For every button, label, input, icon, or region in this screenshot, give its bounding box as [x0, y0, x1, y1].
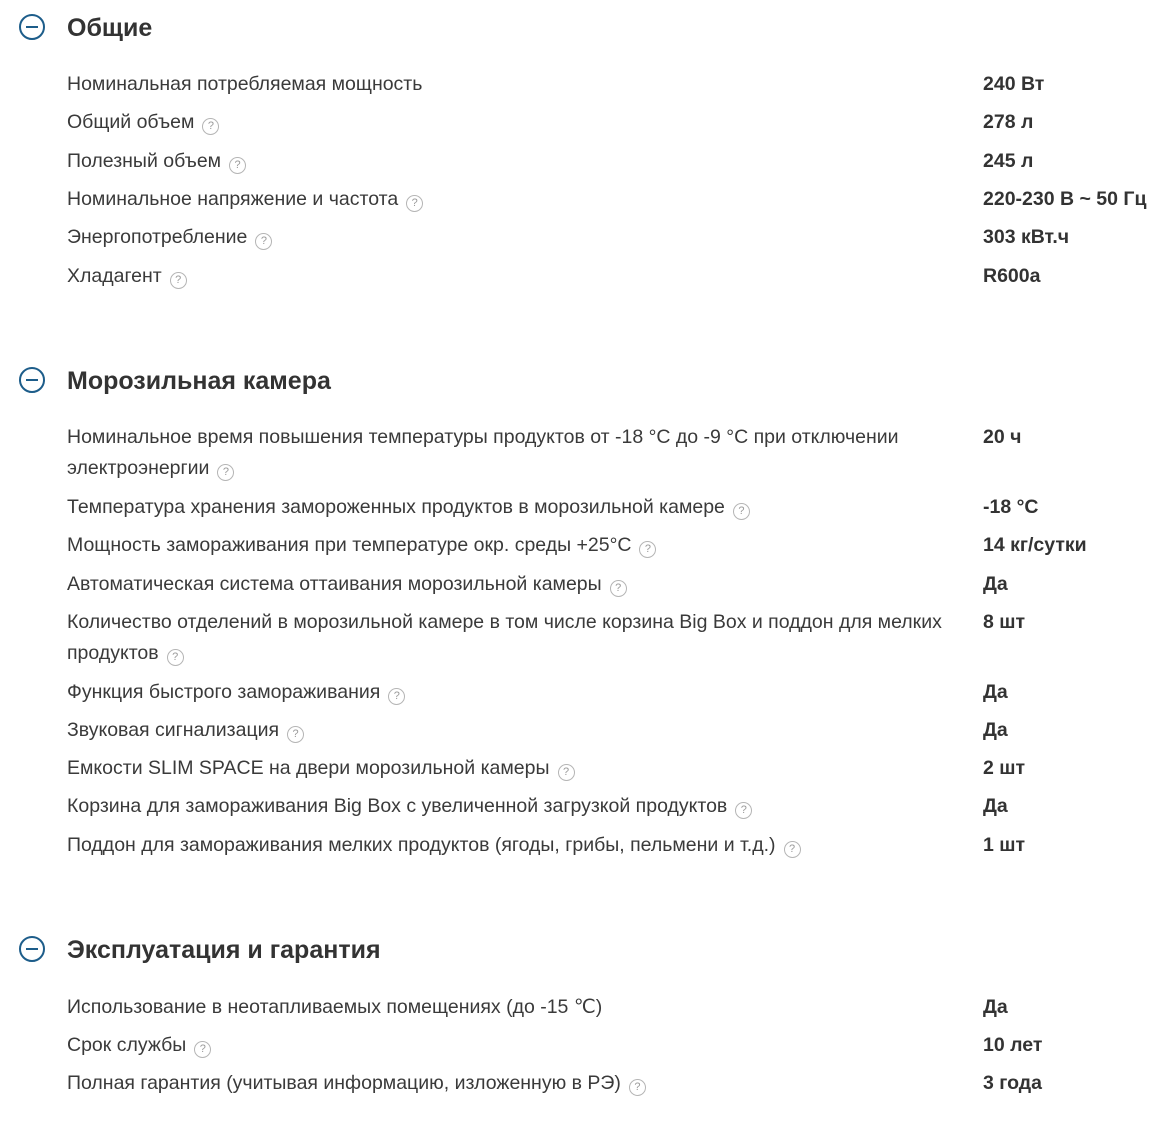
- spec-value: Да: [983, 996, 1008, 1018]
- spec-label-text: Корзина для замораживания Big Box с увеличенной загрузкой продуктов: [67, 795, 728, 817]
- spec-label: [67, 753, 957, 784]
- section-header[interactable]: [0, 3, 600, 43]
- spec-value: 20 ч: [983, 426, 1022, 448]
- help-icon[interactable]: ?: [733, 503, 750, 520]
- section-title: Эксплуатация и гарантия: [67, 936, 381, 964]
- help-icon[interactable]: ?: [629, 1079, 646, 1096]
- section-header[interactable]: [0, 356, 600, 396]
- spec-label-text: Температура хранения замороженных продуктов в морозильной камере: [67, 496, 725, 518]
- spec-value: 8 шт: [983, 611, 1026, 633]
- spec-label-text: Количество отделений в морозильной камере в том числе корзина Big Box и поддон для мелких продуктов: [67, 611, 942, 664]
- help-icon[interactable]: ?: [202, 118, 219, 135]
- spec-label-text: Звуковая сигнализация: [67, 719, 280, 741]
- spec-label: [67, 992, 957, 1023]
- spec-value: 303 кВт.ч: [983, 226, 1070, 248]
- help-icon[interactable]: ?: [558, 764, 575, 781]
- spec-label: [67, 715, 957, 746]
- spec-label-text: Номинальная потребляемая мощность: [67, 73, 423, 95]
- spec-value: Да: [983, 719, 1008, 741]
- spec-label: [67, 146, 957, 177]
- spec-label-text: Срок службы: [67, 1034, 187, 1056]
- collapse-icon[interactable]: [19, 367, 45, 393]
- spec-value: Да: [983, 573, 1008, 595]
- spec-label-text: Использование в неотапливаемых помещениях (до -15 ℃): [67, 996, 603, 1018]
- spec-label: [67, 569, 957, 600]
- spec-label: [67, 530, 957, 561]
- help-icon[interactable]: ?: [406, 195, 423, 212]
- spec-value: 220-230 В ~ 50 Гц: [983, 188, 1147, 210]
- spec-label: [67, 261, 957, 292]
- help-icon[interactable]: ?: [170, 272, 187, 289]
- spec-value: 1 шт: [983, 834, 1026, 856]
- spec-label: [67, 422, 957, 484]
- help-icon[interactable]: ?: [610, 580, 627, 597]
- spec-label-text: Общий объем: [67, 111, 195, 133]
- section-title: Общие: [67, 14, 153, 42]
- spec-label: [67, 222, 957, 253]
- spec-label-text: Номинальное напряжение и частота: [67, 188, 399, 210]
- spec-value: 3 года: [983, 1072, 1043, 1094]
- spec-label: [67, 1030, 957, 1061]
- spec-value: -18 °C: [983, 496, 1039, 518]
- collapse-icon[interactable]: [19, 14, 45, 40]
- spec-label: [67, 791, 957, 822]
- help-icon[interactable]: ?: [255, 233, 272, 250]
- collapse-icon[interactable]: [19, 936, 45, 962]
- spec-label-text: Хладагент: [67, 265, 162, 287]
- spec-label-text: Номинальное время повышения температуры продуктов от -18 °C до -9 °C при отключении электроэнергии: [67, 426, 899, 479]
- section-header[interactable]: [0, 925, 600, 965]
- spec-label: [67, 69, 957, 100]
- spec-label-text: Полная гарантия (учитывая информацию, изложенную в РЭ): [67, 1072, 621, 1094]
- spec-value: 14 кг/сутки: [983, 534, 1087, 556]
- spec-label: [67, 1068, 957, 1099]
- spec-label-text: Автоматическая система оттаивания морозильной камеры: [67, 573, 602, 595]
- help-icon[interactable]: ?: [735, 802, 752, 819]
- spec-label-text: Полезный объем: [67, 150, 222, 172]
- help-icon[interactable]: ?: [388, 688, 405, 705]
- spec-label: [67, 830, 957, 861]
- section-title: Морозильная камера: [67, 367, 331, 395]
- spec-label: [67, 107, 957, 138]
- spec-value: Да: [983, 795, 1008, 817]
- spec-value: 2 шт: [983, 757, 1026, 779]
- spec-label: [67, 607, 957, 669]
- spec-label-text: Энергопотребление: [67, 226, 248, 248]
- spec-label: [67, 492, 957, 523]
- spec-value: 10 лет: [983, 1034, 1043, 1056]
- help-icon[interactable]: ?: [639, 541, 656, 558]
- spec-value: 245 л: [983, 150, 1034, 172]
- spec-value: R600a: [983, 265, 1041, 287]
- help-icon[interactable]: ?: [217, 464, 234, 481]
- spec-label-text: Поддон для замораживания мелких продуктов (ягоды, грибы, пельмени и т.д.): [67, 834, 776, 856]
- spec-value: Да: [983, 681, 1008, 703]
- spec-value: 278 л: [983, 111, 1034, 133]
- spec-value: 240 Вт: [983, 73, 1045, 95]
- spec-label-text: Мощность замораживания при температуре окр. среды +25°C: [67, 534, 632, 556]
- help-icon[interactable]: ?: [229, 157, 246, 174]
- help-icon[interactable]: ?: [194, 1041, 211, 1058]
- spec-label: [67, 184, 957, 215]
- help-icon[interactable]: ?: [287, 726, 304, 743]
- spec-label-text: Емкости SLIM SPACE на двери морозильной камеры: [67, 757, 550, 779]
- help-icon[interactable]: ?: [784, 841, 801, 858]
- spec-label: [67, 677, 957, 708]
- help-icon[interactable]: ?: [167, 649, 184, 666]
- spec-label-text: Функция быстрого замораживания: [67, 681, 381, 703]
